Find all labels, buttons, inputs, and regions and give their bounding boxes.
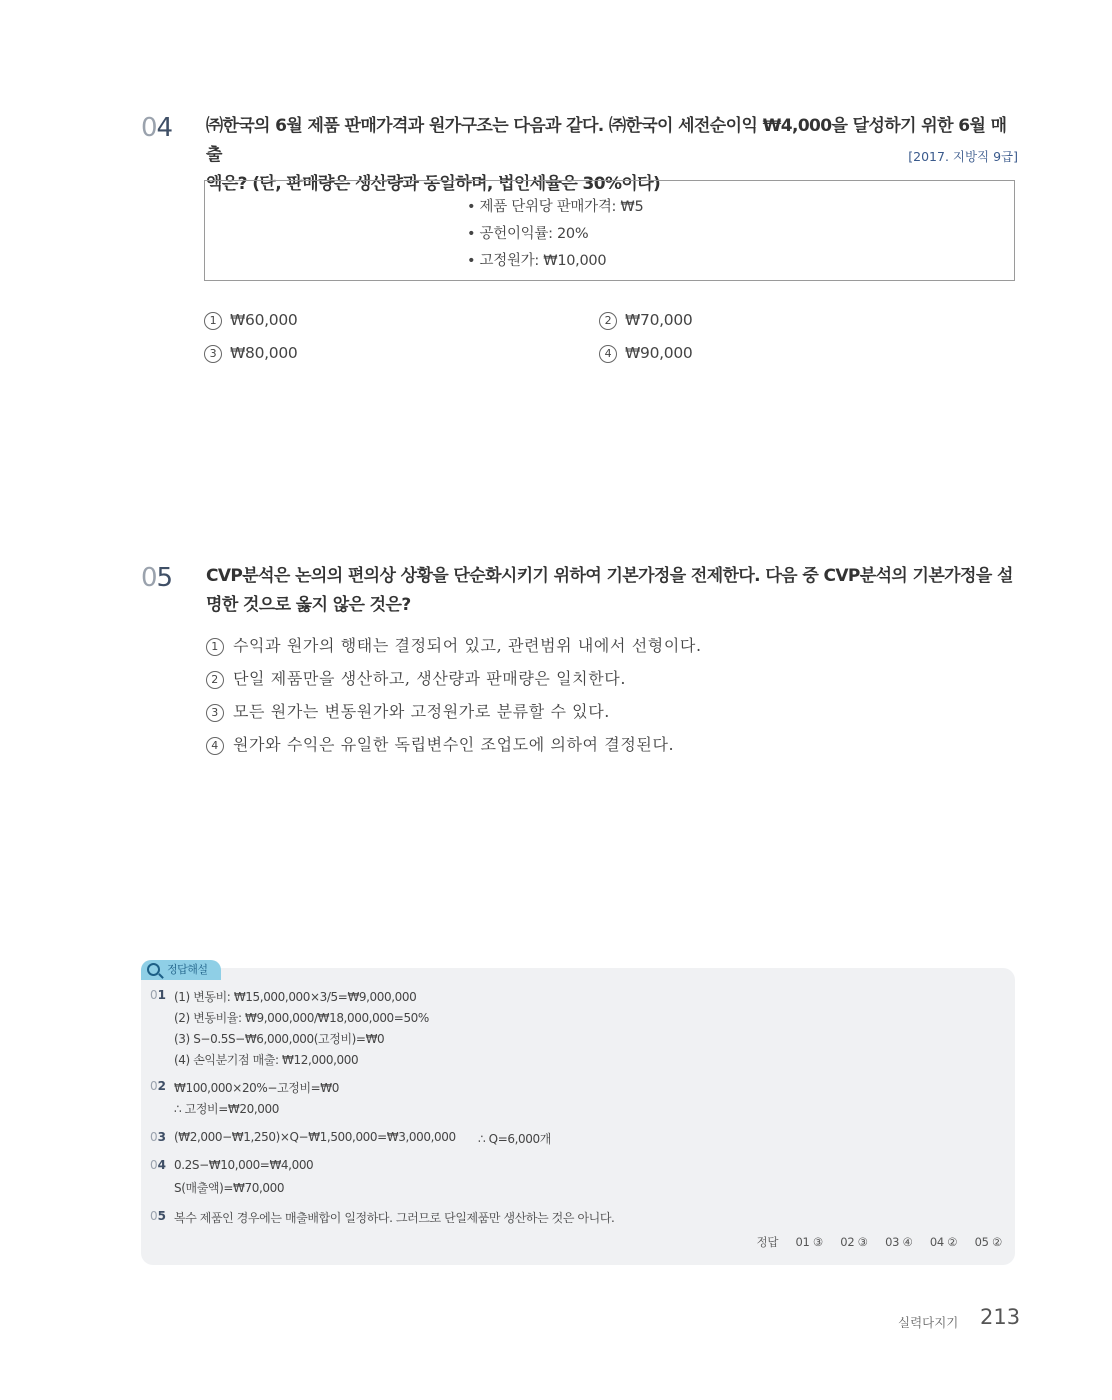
question-number-05: 05	[141, 563, 173, 593]
answer-key-item: 03 ④	[885, 1235, 913, 1249]
choice-marker: 2	[206, 671, 224, 689]
answer-number-02: 02	[150, 1079, 166, 1093]
answer-line: ∴ Q=6,000개	[478, 1132, 551, 1146]
answer-key-item: 02 ③	[840, 1235, 868, 1249]
q4-choice-3[interactable]: 3 ₩80,000	[204, 344, 297, 363]
choice-marker: 1	[206, 638, 224, 656]
answer-line: 복수 제품인 경우에는 매출배합이 일정하다. 그러므로 단일제품만 생산하는 것은 아니다.	[174, 1211, 615, 1225]
question-04-line2: 액은? (단, 판매량은 생산량과 동일하며, 법인세율은 30%이다)	[206, 174, 661, 194]
info-item: • 고정원가: ₩10,000	[467, 253, 607, 269]
choice-marker: 4	[599, 345, 617, 363]
info-item: • 공헌이익률: 20%	[467, 226, 589, 242]
answer-key-item: 05 ②	[974, 1235, 1002, 1249]
q5-choice-3[interactable]: 3 모든 원가는 변동원가와 고정원가로 분류할 수 있다.	[206, 699, 610, 722]
answer-tab-label: 정답해설	[167, 963, 208, 976]
answer-line: (1) 변동비: ₩15,000,000×3/5=₩9,000,000	[174, 990, 417, 1004]
answer-number-03: 03	[150, 1130, 166, 1144]
choice-marker: 4	[206, 737, 224, 755]
q5-choice-4[interactable]: 4 원가와 수익은 유일한 독립변수인 조업도에 의하여 결정된다.	[206, 732, 674, 755]
q4-choice-2[interactable]: 2 ₩70,000	[599, 311, 692, 330]
q4-choice-4[interactable]: 4 ₩90,000	[599, 344, 692, 363]
q4-choice-1[interactable]: 1 ₩60,000	[204, 311, 297, 330]
question-05-text	[206, 562, 1018, 620]
choice-marker: 2	[599, 312, 617, 330]
answer-line: (2) 변동비율: ₩9,000,000/₩18,000,000=50%	[174, 1011, 429, 1025]
answer-explanation-tab	[141, 960, 221, 980]
answer-number-05: 05	[150, 1209, 166, 1223]
choice-marker: 3	[206, 704, 224, 722]
choice-marker: 1	[204, 312, 222, 330]
answer-line: 0.2S−₩10,000=₩4,000	[174, 1158, 314, 1172]
answer-line: ∴ 고정비=₩20,000	[174, 1102, 279, 1116]
q5-choice-1[interactable]: 1 수익과 원가의 행태는 결정되어 있고, 관련범위 내에서 선형이다.	[206, 633, 702, 656]
answer-number-01: 01	[150, 988, 166, 1002]
answer-line: ₩100,000×20%−고정비=₩0	[174, 1081, 340, 1095]
magnifier-icon	[147, 963, 160, 976]
choice-marker: 3	[204, 345, 222, 363]
answer-line: (₩2,000−₩1,250)×Q−₩1,500,000=₩3,000,000	[174, 1130, 456, 1144]
q5-choice-2[interactable]: 2 단일 제품만을 생산하고, 생산량과 판매량은 일치한다.	[206, 666, 626, 689]
info-item: • 제품 단위당 판매가격: ₩5	[467, 199, 644, 215]
question-05-line1: CVP분석은 논의의 편의상 상황을 단순화시키기 위하여 기본가정을 전제한다. 다음 중 CVP분석의 기본가정을 설	[206, 566, 1013, 586]
answer-key-item: 04 ②	[929, 1235, 958, 1249]
page-number: 213	[980, 1305, 1021, 1329]
answer-line: S(매출액)=₩70,000	[174, 1181, 285, 1195]
question-number-04: 04	[141, 113, 173, 143]
answer-key	[743, 1234, 1002, 1250]
answer-key-item: 01 ③	[795, 1235, 823, 1249]
answer-number-04: 04	[150, 1158, 166, 1172]
question-04-line1: ㈜한국의 6월 제품 판매가격과 원가구조는 다음과 같다. ㈜한국이 세전순이익 ₩4,000을 달성하기 위한 6월 매출	[206, 116, 1007, 165]
question-04-info-box	[204, 180, 1015, 281]
answer-line: (3) S−0.5S−₩6,000,000(고정비)=₩0	[174, 1032, 385, 1046]
answer-line: (4) 손익분기점 매출: ₩12,000,000	[174, 1053, 359, 1067]
footer-section-label: 실력다지기	[898, 1315, 959, 1330]
question-05-line2: 명한 것으로 옳지 않은 것은?	[206, 595, 411, 615]
answer-key-label: 정답	[756, 1235, 779, 1249]
question-04-source: [2017. 지방직 9급]	[908, 149, 1018, 164]
